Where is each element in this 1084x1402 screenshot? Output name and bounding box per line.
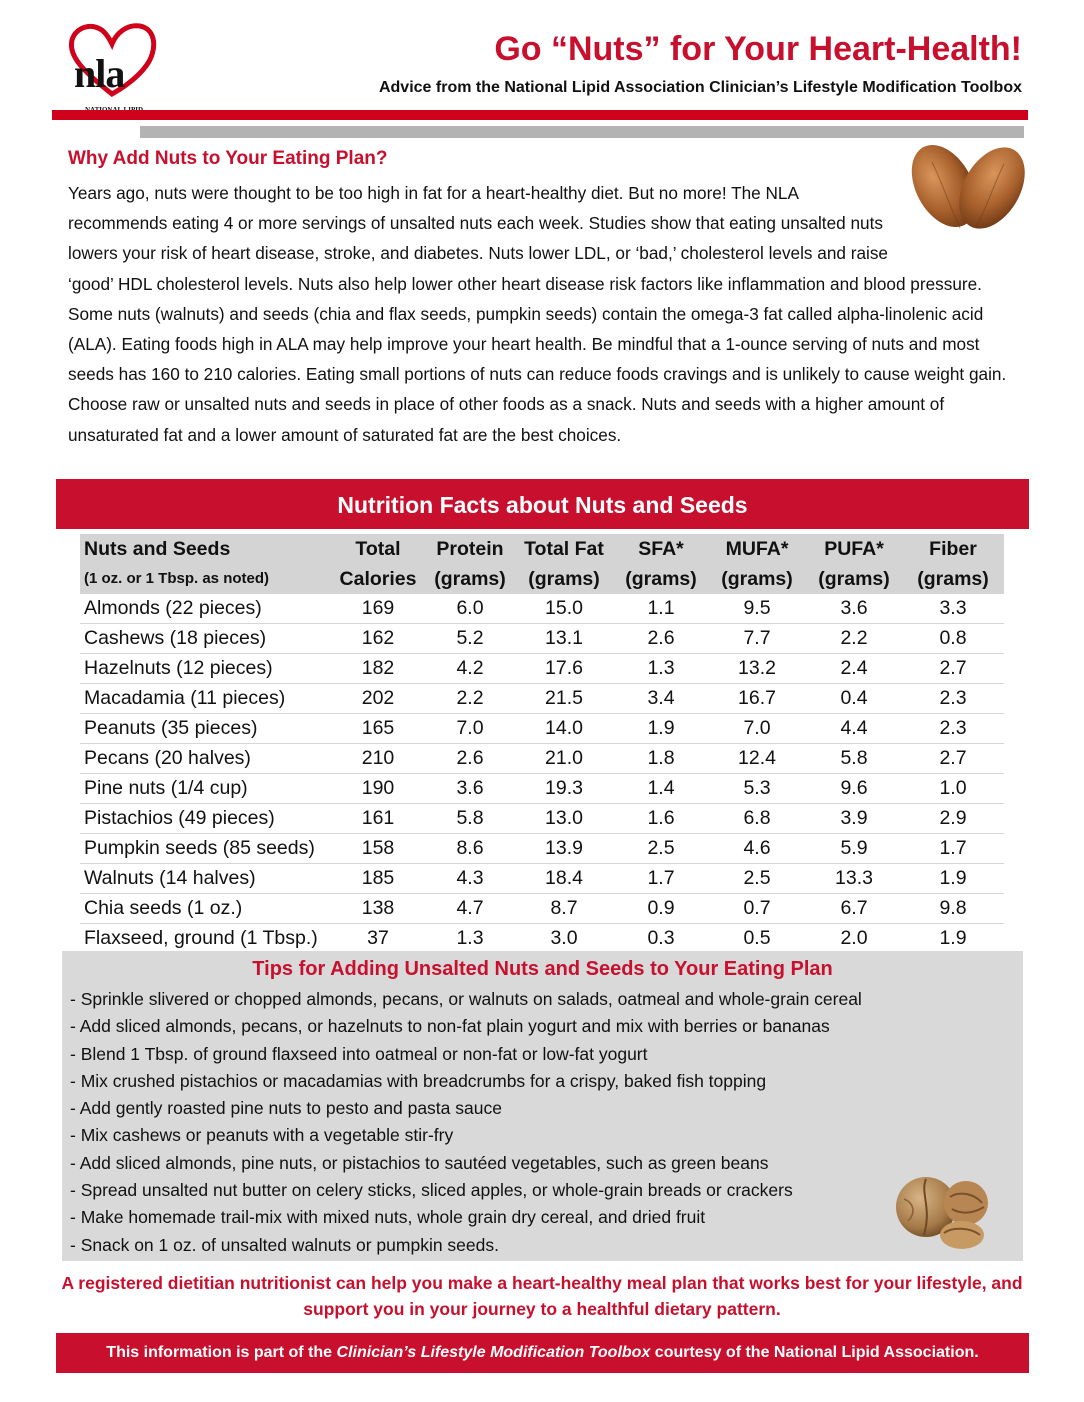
header-line: MUFA*: [725, 538, 789, 560]
header-line: (grams): [528, 568, 600, 590]
list-item: - Mix cashews or peanuts with a vegetable stir-fry: [70, 1125, 454, 1146]
table-row: [80, 894, 1004, 924]
cell-total-fat: 3.0: [514, 924, 614, 954]
cell-fiber: 2.7: [902, 654, 1004, 684]
footer-text-before: This information is part of the: [106, 1344, 337, 1361]
walnuts-icon: [886, 1163, 996, 1255]
cell-calories: 165: [330, 714, 426, 744]
cell-pufa: 2.4: [806, 654, 902, 684]
cell-calories: 169: [330, 594, 426, 624]
header-line: Protein: [436, 538, 504, 560]
row-item-name: Almonds (22 pieces): [80, 594, 330, 624]
list-item: - Add sliced almonds, pecans, or hazelnuts to non-fat plain yogurt and mix with berries or bananas: [70, 1016, 830, 1037]
cell-calories: 158: [330, 834, 426, 864]
cell-calories: 190: [330, 774, 426, 804]
col-header-item: [80, 534, 330, 594]
cell-fiber: 0.8: [902, 624, 1004, 654]
col-header-sfa: [614, 534, 708, 594]
cell-total-fat: 13.1: [514, 624, 614, 654]
table-row: [80, 594, 1004, 624]
col-header-protein: [426, 534, 514, 594]
table-row: [80, 924, 1004, 954]
header-line: Nuts and Seeds: [84, 538, 231, 560]
cell-sfa: 1.7: [614, 864, 708, 894]
cell-protein: 2.6: [426, 744, 514, 774]
list-item: - Blend 1 Tbsp. of ground flaxseed into oatmeal or non-fat or low-fat yogurt: [70, 1043, 648, 1064]
footer-toolbox-name: Clinician’s Lifestyle Modification Toolbox: [336, 1344, 651, 1361]
cell-calories: 37: [330, 924, 426, 954]
cell-protein: 4.3: [426, 864, 514, 894]
cell-fiber: 2.3: [902, 684, 1004, 714]
cell-mufa: 6.8: [708, 804, 806, 834]
cell-total-fat: 8.7: [514, 894, 614, 924]
cell-fiber: 1.9: [902, 924, 1004, 954]
cell-total-fat: 13.0: [514, 804, 614, 834]
header-line: Calories: [339, 568, 417, 590]
table-row: [80, 744, 1004, 774]
cell-sfa: 1.1: [614, 594, 708, 624]
header-line: Total Fat: [524, 538, 604, 560]
cell-total-fat: 17.6: [514, 654, 614, 684]
cell-mufa: 7.7: [708, 624, 806, 654]
cell-pufa: 3.9: [806, 804, 902, 834]
cell-protein: 2.2: [426, 684, 514, 714]
tips-box: [62, 951, 1023, 1261]
cell-sfa: 0.3: [614, 924, 708, 954]
header-line: (grams): [818, 568, 890, 590]
cell-protein: 5.8: [426, 804, 514, 834]
cell-calories: 210: [330, 744, 426, 774]
page-subtitle: Advice from the National Lipid Association Clinician’s Lifestyle Modification Toolbox: [378, 79, 1022, 96]
cell-pufa: 6.7: [806, 894, 902, 924]
cell-mufa: 13.2: [708, 654, 806, 684]
table-row: [80, 864, 1004, 894]
row-item-name: Cashews (18 pieces): [80, 624, 330, 654]
why-heading: Why Add Nuts to Your Eating Plan?: [68, 148, 388, 169]
cell-pufa: 2.0: [806, 924, 902, 954]
cell-sfa: 2.5: [614, 834, 708, 864]
cell-mufa: 4.6: [708, 834, 806, 864]
cell-protein: 3.6: [426, 774, 514, 804]
cell-sfa: 1.4: [614, 774, 708, 804]
footer-text-after: courtesy of the National Lipid Association.: [650, 1344, 979, 1361]
dietitian-note: A registered dietitian nutritionist can help you make a heart-healthy meal plan that works best for your lifestyle, and support you in your journey to a healthful dietary pattern.: [61, 1273, 1023, 1319]
cell-total-fat: 21.5: [514, 684, 614, 714]
nutrition-table: [80, 534, 1004, 954]
cell-sfa: 1.3: [614, 654, 708, 684]
list-item: - Sprinkle slivered or chopped almonds, pecans, or walnuts on salads, oatmeal and whole-grain cereal: [70, 989, 862, 1009]
row-item-name: Chia seeds (1 oz.): [80, 894, 330, 924]
cell-pufa: 0.4: [806, 684, 902, 714]
cell-fiber: 3.3: [902, 594, 1004, 624]
list-item: - Add gently roasted pine nuts to pesto and pasta sauce: [70, 1098, 502, 1119]
cell-calories: 162: [330, 624, 426, 654]
cell-total-fat: 15.0: [514, 594, 614, 624]
cell-pufa: 13.3: [806, 864, 902, 894]
gray-divider: [140, 126, 1024, 138]
row-item-name: Macadamia (11 pieces): [80, 684, 330, 714]
cell-sfa: 0.9: [614, 894, 708, 924]
cell-calories: 202: [330, 684, 426, 714]
cell-mufa: 16.7: [708, 684, 806, 714]
row-item-name: Flaxseed, ground (1 Tbsp.): [80, 924, 330, 954]
cell-pufa: 9.6: [806, 774, 902, 804]
cell-total-fat: 19.3: [514, 774, 614, 804]
list-item: - Spread unsalted nut butter on celery sticks, sliced apples, or whole-grain breads or crackers: [70, 1180, 793, 1201]
cell-sfa: 3.4: [614, 684, 708, 714]
cell-fiber: 9.8: [902, 894, 1004, 924]
row-item-name: Pecans (20 halves): [80, 744, 330, 774]
list-item: - Snack on 1 oz. of unsalted walnuts or pumpkin seeds.: [70, 1234, 499, 1255]
cell-fiber: 1.0: [902, 774, 1004, 804]
table-row: [80, 804, 1004, 834]
header-line: (grams): [625, 568, 697, 590]
cell-protein: 4.7: [426, 894, 514, 924]
cell-pufa: 3.6: [806, 594, 902, 624]
red-divider: [52, 110, 1028, 120]
tips-list: [70, 986, 862, 1259]
col-header-fiber: [902, 534, 1004, 594]
cell-sfa: 1.8: [614, 744, 708, 774]
cell-total-fat: 21.0: [514, 744, 614, 774]
col-header-calories: [330, 534, 426, 594]
list-item: - Add sliced almonds, pine nuts, or pistachios to sautéed vegetables, such as green beans: [70, 1152, 769, 1173]
table-row: [80, 684, 1004, 714]
cell-total-fat: 14.0: [514, 714, 614, 744]
logo-letters: nla: [74, 51, 125, 96]
cell-protein: 6.0: [426, 594, 514, 624]
col-header-total-fat: [514, 534, 614, 594]
table-header-row: [80, 534, 1004, 594]
list-item: - Mix crushed pistachios or macadamias with breadcrumbs for a crispy, baked fish topping: [70, 1070, 767, 1091]
tips-heading: Tips for Adding Unsalted Nuts and Seeds to Your Eating Plan: [252, 958, 833, 980]
cell-pufa: 2.2: [806, 624, 902, 654]
cell-fiber: 2.7: [902, 744, 1004, 774]
list-item: - Make homemade trail-mix with mixed nuts, whole grain dry cereal, and dried fruit: [70, 1207, 706, 1228]
table-row: [80, 654, 1004, 684]
cell-mufa: 7.0: [708, 714, 806, 744]
header-line: (grams): [721, 568, 793, 590]
why-body-text: Years ago, nuts were thought to be too high in fat for a heart-healthy diet. But no more! The NLA recommends eating 4 or more servings of unsalted nuts each week. Studies show that eating unsalted nuts lowers your risk of heart disease, stroke, and diabetes. Nuts lower LDL, or ‘bad,’ cholesterol levels and raise ‘good’ HDL cholesterol levels. Nuts also help lower other heart disease risk factors like inflammation and blood pressure. Some nuts (walnuts) and seeds (chia and flax seeds, pumpkin seeds) contain the omega-3 fat called alpha-linolenic acid (ALA). Eating foods high in ALA may help improve your heart health. Be mindful that a 1-ounce serving of nuts and most seeds has 160 to 210 calories. Eating small portions of nuts can reduce foods cravings and is unlikely to cause weight gain. Choose raw or unsalted nuts and seeds in place of other foods as a snack. Nuts and seeds with a higher amount of unsaturated fat and a lower amount of saturated fat are the best choices.: [68, 183, 1007, 445]
row-item-name: Pistachios (49 pieces): [80, 804, 330, 834]
page-title: Go “Nuts” for Your Heart-Health!: [494, 30, 1022, 68]
table-row: [80, 834, 1004, 864]
table-row: [80, 774, 1004, 804]
cell-mufa: 5.3: [708, 774, 806, 804]
cell-sfa: 2.6: [614, 624, 708, 654]
cell-mufa: 0.5: [708, 924, 806, 954]
cell-calories: 161: [330, 804, 426, 834]
table-row: [80, 624, 1004, 654]
cell-mufa: 9.5: [708, 594, 806, 624]
table-row: [80, 714, 1004, 744]
nla-logo: [62, 20, 172, 112]
header-line: Total: [355, 538, 401, 560]
nutrition-banner: Nutrition Facts about Nuts and Seeds: [56, 479, 1029, 529]
header-line: (grams): [434, 568, 506, 590]
almond-heart-icon: [898, 142, 1038, 248]
cell-pufa: 5.8: [806, 744, 902, 774]
cell-calories: 182: [330, 654, 426, 684]
row-item-name: Pumpkin seeds (85 seeds): [80, 834, 330, 864]
cell-calories: 185: [330, 864, 426, 894]
row-item-name: Hazelnuts (12 pieces): [80, 654, 330, 684]
cell-mufa: 0.7: [708, 894, 806, 924]
row-item-name: Pine nuts (1/4 cup): [80, 774, 330, 804]
cell-protein: 4.2: [426, 654, 514, 684]
cell-protein: 5.2: [426, 624, 514, 654]
cell-fiber: 2.9: [902, 804, 1004, 834]
header-line: Fiber: [929, 538, 977, 560]
cell-total-fat: 13.9: [514, 834, 614, 864]
cell-protein: 7.0: [426, 714, 514, 744]
header-line: (1 oz. or 1 Tbsp. as noted): [84, 570, 270, 587]
cell-pufa: 5.9: [806, 834, 902, 864]
row-item-name: Peanuts (35 pieces): [80, 714, 330, 744]
cell-sfa: 1.6: [614, 804, 708, 834]
header-line: PUFA*: [824, 538, 884, 560]
cell-protein: 8.6: [426, 834, 514, 864]
col-header-pufa: [806, 534, 902, 594]
row-item-name: Walnuts (14 halves): [80, 864, 330, 894]
cell-fiber: 1.9: [902, 864, 1004, 894]
cell-calories: 138: [330, 894, 426, 924]
cell-fiber: 2.3: [902, 714, 1004, 744]
header-line: SFA*: [638, 538, 684, 560]
footer-bar: [56, 1333, 1029, 1373]
cell-total-fat: 18.4: [514, 864, 614, 894]
header-line: (grams): [917, 568, 989, 590]
cell-mufa: 12.4: [708, 744, 806, 774]
cell-sfa: 1.9: [614, 714, 708, 744]
cell-pufa: 4.4: [806, 714, 902, 744]
cell-mufa: 2.5: [708, 864, 806, 894]
cell-protein: 1.3: [426, 924, 514, 954]
cell-fiber: 1.7: [902, 834, 1004, 864]
col-header-mufa: [708, 534, 806, 594]
why-body-container: [68, 178, 1028, 450]
